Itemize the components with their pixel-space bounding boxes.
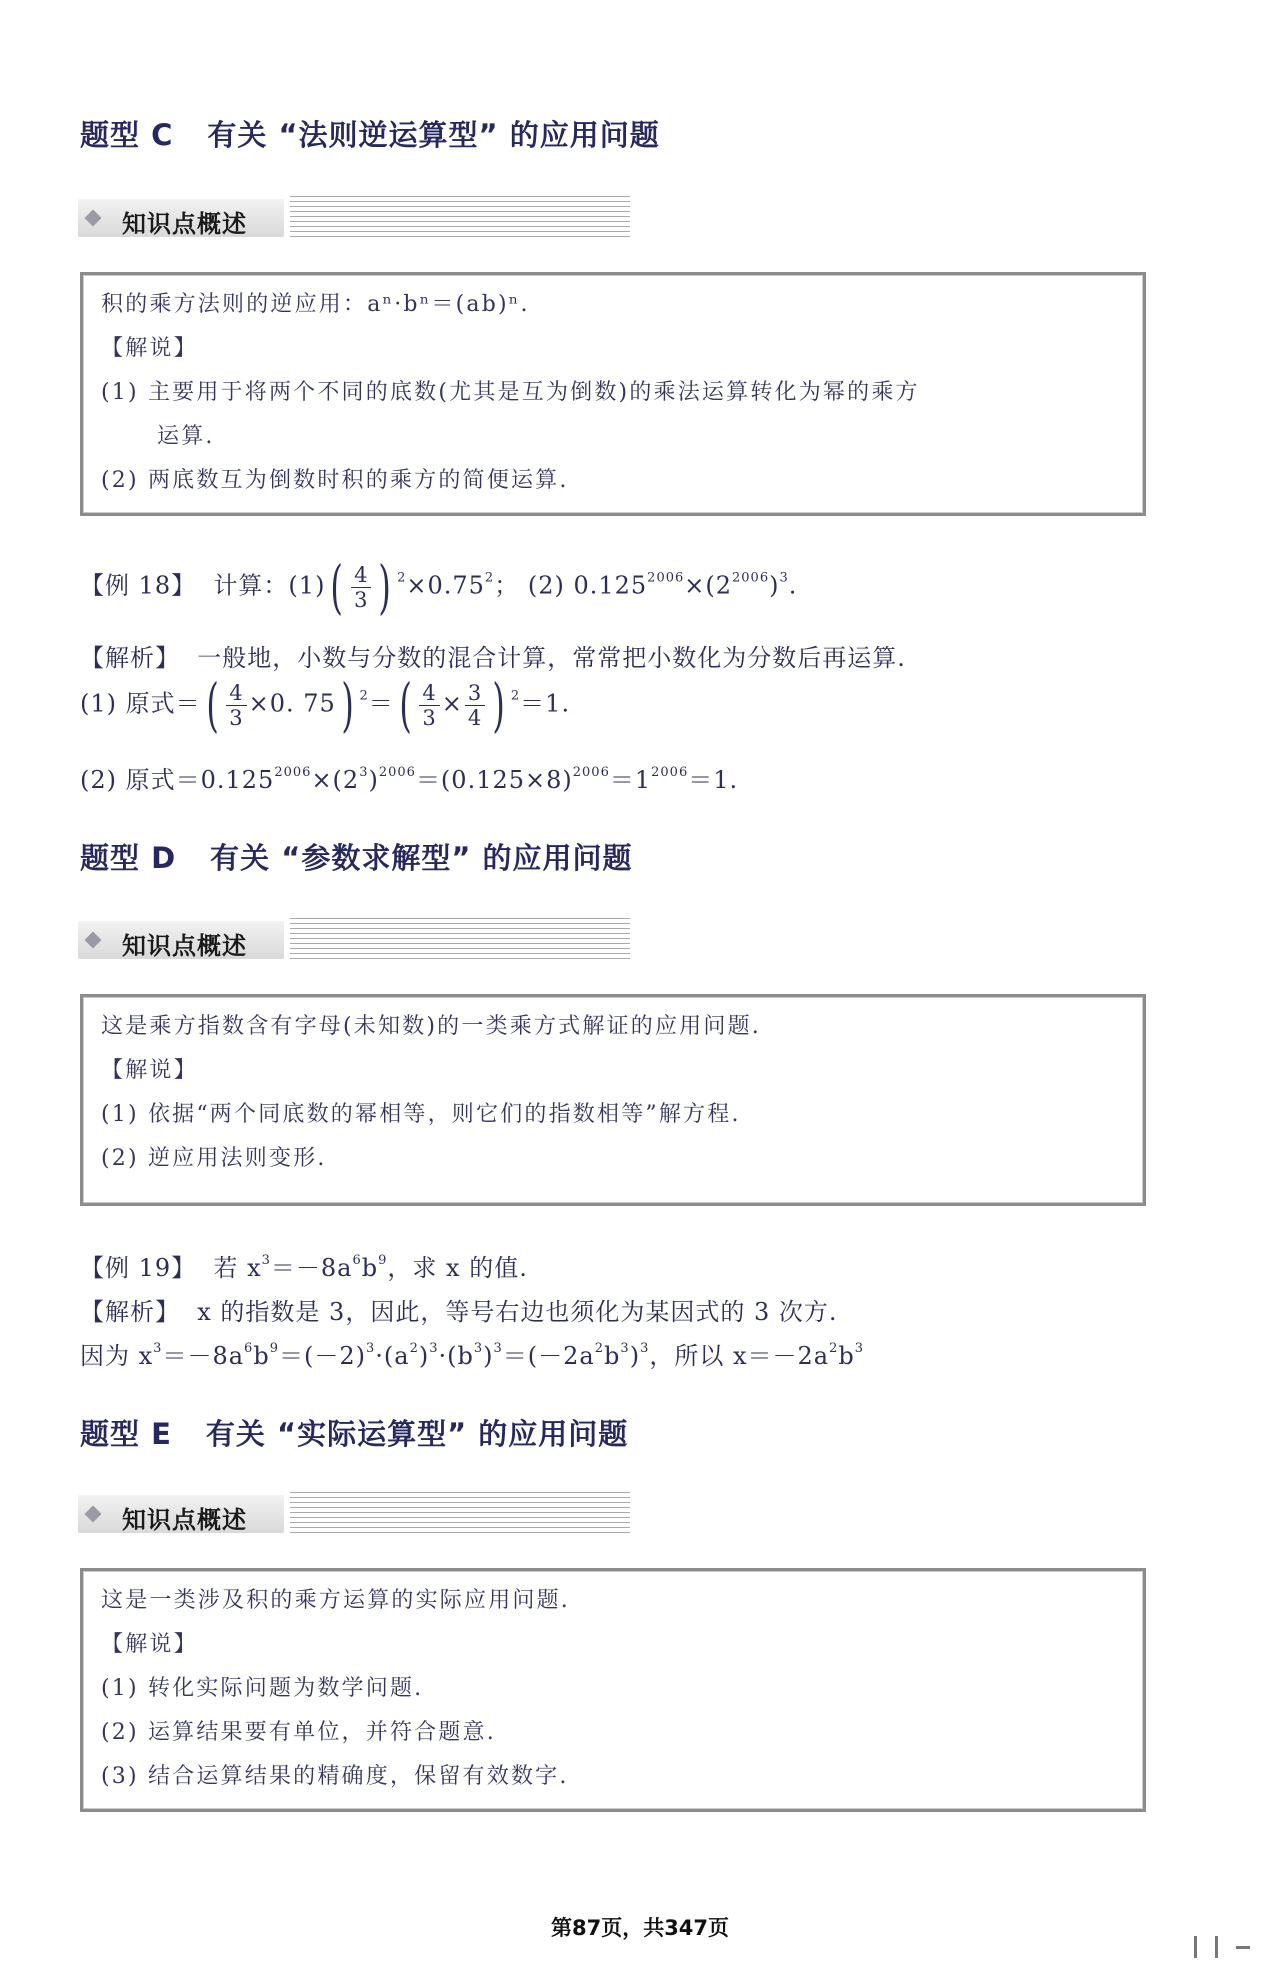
exponent: 2	[829, 1341, 839, 1356]
exponent: 2	[594, 1341, 605, 1356]
exponent: 3	[261, 1253, 271, 1268]
exponent: 3	[779, 570, 789, 586]
example-18-solution-1: (1) 原式＝( $\frac{4}{3}$ ×0. 75) $^2$＝( $\frac{4}{3}$ × $\frac{3}{4}$ ) $^2$＝1.	[80, 671, 571, 739]
exponent: 6	[352, 1253, 362, 1268]
box-line: 【解说】	[101, 1058, 198, 1083]
expr: ＝(－2a	[502, 1342, 595, 1370]
expr: ×(2	[684, 571, 733, 600]
example-tag: 【例 18】	[80, 571, 197, 600]
expr: ·(b	[438, 1342, 474, 1370]
fraction-num: 4	[226, 681, 246, 706]
analysis-text: x 的指数是 3，因此，等号右边也须化为某因式的 3 次方.	[197, 1298, 838, 1326]
example-tag: 【例 19】	[80, 1254, 197, 1282]
fraction-den: 3	[422, 705, 437, 730]
expr: )	[483, 1342, 494, 1370]
expr: b	[838, 1342, 855, 1370]
section-c-prefix: 题型 C	[80, 118, 174, 152]
box-line: (1) 转化实际问题为数学问题.	[101, 1676, 424, 1701]
fraction	[351, 563, 371, 612]
nav-right-icon[interactable]	[1236, 1946, 1250, 1949]
fraction-num: 4	[351, 563, 371, 588]
expr: (2) 原式＝0.125	[80, 766, 275, 794]
fraction	[419, 681, 439, 730]
example-19-analysis	[80, 1292, 837, 1327]
expr: )	[368, 766, 379, 794]
example-19-question	[80, 1248, 528, 1283]
exponent: 2	[409, 1341, 419, 1356]
expr: (1) 原式＝	[80, 689, 201, 718]
exponent: 3	[473, 1341, 484, 1356]
fraction	[465, 681, 485, 730]
example-18-question: 【例 18】 计算：(1)( $\frac{4}{3}$ ) $^2\times 0.75^2$； (2) $0.125^{2006}\times(2^{2006})^3$.	[80, 553, 798, 621]
exponent: 3	[429, 1341, 439, 1356]
fraction	[226, 681, 246, 730]
expr: )	[418, 1342, 430, 1370]
section-c-text: 有关 “法则逆运算型” 的应用问题	[207, 118, 660, 152]
section-d-prefix: 题型 D	[80, 841, 177, 875]
box-line: 【解说】	[101, 1632, 198, 1657]
analysis-tag: 【解析】	[80, 644, 180, 672]
expr: ＝1.	[520, 689, 571, 718]
exponent: 2	[484, 570, 495, 586]
section-e-title	[80, 1412, 628, 1453]
box-line: 这是乘方指数含有字母(未知数)的一类乘方式解证的应用问题.	[101, 1014, 761, 1039]
exponent: 3	[153, 1341, 163, 1356]
box-line: (2) 两底数互为倒数时积的乘方的简便运算.	[101, 468, 569, 493]
knowledge-bar-c	[78, 196, 630, 244]
knowledge-box-e	[80, 1568, 1146, 1812]
exponent: 3	[640, 1341, 650, 1356]
analysis-tag: 【解析】	[80, 1298, 180, 1326]
expr: ＝1.	[688, 766, 739, 794]
box-line: (3) 结合运算结果的精确度，保留有效数字.	[101, 1764, 569, 1789]
expr: ； (2) 0.125	[494, 571, 648, 600]
fraction-den: 3	[354, 587, 369, 612]
expr: ，求 x 的值.	[387, 1254, 528, 1282]
example-18-solution-2	[80, 760, 738, 795]
expr: 因为 x	[80, 1342, 154, 1370]
exponent: 2006	[732, 570, 770, 586]
analysis-text: 一般地，小数与分数的混合计算，常常把小数化为分数后再运算.	[197, 644, 906, 672]
exponent: 2006	[274, 765, 312, 780]
fraction-den: 4	[467, 705, 483, 730]
page-number: 第87页，共347页	[550, 1916, 730, 1940]
knowledge-label: 知识点概述	[122, 210, 247, 238]
expr: .	[788, 571, 798, 600]
example-19-solution	[80, 1336, 864, 1371]
fraction-num: 4	[419, 681, 439, 706]
expr: ＝(0.125×8)	[415, 766, 573, 794]
nav-mid-icon[interactable]	[1215, 1936, 1218, 1958]
expr: ＝	[368, 689, 394, 718]
expr: ×0.75	[406, 571, 485, 600]
expr: ＝1	[609, 766, 652, 794]
exponent: 3	[365, 1341, 376, 1356]
section-d-text: 有关 “参数求解型” 的应用问题	[210, 841, 633, 875]
box-line: (1) 主要用于将两个不同的底数(尤其是互为倒数)的乘法运算转化为幂的乘方	[101, 380, 920, 405]
expr: )	[769, 571, 780, 600]
knowledge-bar-e	[78, 1492, 630, 1540]
exponent: 9	[269, 1341, 279, 1356]
fraction-num: 3	[465, 681, 485, 706]
exponent: 3	[359, 765, 369, 780]
fraction-den: 3	[229, 705, 244, 730]
expr: ×	[441, 689, 463, 718]
section-c-title	[80, 113, 660, 154]
nav-left-icon[interactable]	[1194, 1936, 1197, 1958]
section-e-prefix: 题型 E	[80, 1417, 172, 1451]
expr: ，所以 x＝－2a	[649, 1342, 830, 1370]
expr: ＝(－2)	[278, 1342, 366, 1370]
expr: ＝－8a	[270, 1254, 353, 1282]
box-line: (1) 依据“两个同底数的幂相等，则它们的指数相等”解方程.	[101, 1102, 741, 1127]
knowledge-box-d	[80, 994, 1146, 1206]
example-18-analysis	[80, 638, 906, 673]
expr: ·(a	[375, 1342, 410, 1370]
viewer-toolbar	[1194, 1936, 1250, 1958]
expr: ×0. 75	[248, 689, 336, 718]
exponent: 2006	[378, 765, 416, 780]
expr: )	[629, 1342, 641, 1370]
box-line: 【解说】	[101, 336, 198, 361]
section-e-text: 有关 “实际运算型” 的应用问题	[205, 1417, 629, 1451]
exponent: 2006	[572, 765, 610, 780]
knowledge-box-c	[80, 272, 1146, 516]
section-d-title	[80, 836, 632, 877]
expr: ×(2	[311, 766, 360, 794]
exponent: 2006	[651, 765, 689, 780]
expr: b	[604, 1342, 621, 1370]
exponent: 9	[378, 1253, 388, 1268]
expr: 若 x	[213, 1254, 262, 1282]
example-lead: 计算：(1)	[213, 571, 326, 600]
box-line: 积的乘方法则的逆应用：aⁿ·bⁿ＝(ab)ⁿ.	[101, 292, 530, 317]
exponent: 2	[359, 688, 369, 704]
exponent: 2	[397, 570, 407, 586]
box-line: 运算.	[157, 424, 215, 449]
exponent: 2006	[647, 570, 685, 586]
expr: b	[361, 1254, 379, 1282]
box-line: 这是一类涉及积的乘方运算的实际应用问题.	[101, 1588, 570, 1613]
box-line: (2) 运算结果要有单位，并符合题意.	[101, 1720, 496, 1745]
knowledge-bar-d	[78, 918, 630, 966]
knowledge-label: 知识点概述	[122, 932, 247, 960]
exponent: 6	[244, 1341, 254, 1356]
knowledge-label: 知识点概述	[122, 1506, 247, 1534]
expr: ＝－8a	[162, 1342, 245, 1370]
box-line: (2) 逆应用法则变形.	[101, 1146, 327, 1171]
exponent: 3	[493, 1341, 503, 1356]
expr: b	[253, 1342, 270, 1370]
exponent: 3	[854, 1341, 865, 1356]
exponent: 2	[510, 688, 521, 704]
exponent: 3	[620, 1341, 630, 1356]
